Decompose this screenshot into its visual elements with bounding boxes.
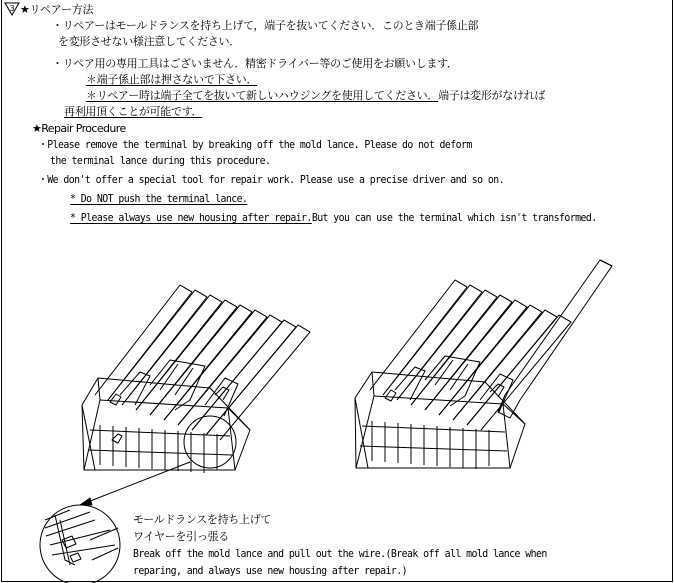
jp-note-1: ＊端子係止部は押さないで下さい． [86, 73, 258, 86]
detail-circle [184, 416, 236, 468]
left-cavity-grid [88, 425, 232, 473]
jp-note-2-rest: 端子は変形がなければ [438, 89, 546, 102]
callout-en-1: Break off the mold lance and pull out the wire.(Break off all mold lance when [133, 548, 547, 560]
jp-note-2-underlined: ＊リペアー時は端子全てを抜いて新しいハウジングを使用してください． [86, 89, 439, 102]
en-bullet-2: ・We don't offer a special tool for repair work. Please use a precise driver and so on. [38, 174, 505, 186]
en-title: ★Repair Procedure [32, 122, 126, 135]
revision-number: 3 [9, 4, 15, 13]
en-bullet-1b: the terminal lance during this procedure. [50, 155, 271, 167]
detail-arrow [80, 462, 190, 505]
callout-jp-2: ワイヤーを引っ張る [133, 530, 229, 543]
en-note-2-rest: But you can use the terminal which isn't transformed. [311, 212, 597, 224]
jp-bullet-1b: を変形させない様注意してください． [58, 35, 240, 48]
en-note-1: * Do NOT push the terminal lance. [70, 193, 248, 205]
pulled-wire [505, 260, 612, 400]
jp-note-2-cont: 再利用頂くことが可能です． [64, 105, 203, 118]
jp-bullet-1a: ・リペアーはモールドランスを持ち上げて，端子を抜いてください．このとき端子係止部 [52, 19, 479, 32]
right-wire-bundle [370, 260, 612, 430]
callout-en-2: reparing, and always use new housing after repair.) [133, 565, 408, 577]
jp-title: ★リペアー方法 [20, 3, 94, 16]
en-note-2-underlined: * Please always use new housing after repair. [70, 212, 312, 224]
callout-jp-1: モールドランスを持ち上げて [133, 513, 272, 526]
right-cavity-grid [360, 421, 507, 469]
left-connector-housing [82, 360, 250, 470]
en-bullet-1a: ・Please remove the terminal by breaking off the mold lance. Please do not deform [38, 139, 472, 151]
jp-bullet-2: ・リペア用の専用工具はございません．精密ドライバー等のご使用をお願いします． [52, 57, 458, 70]
magnified-detail-view [40, 505, 120, 583]
